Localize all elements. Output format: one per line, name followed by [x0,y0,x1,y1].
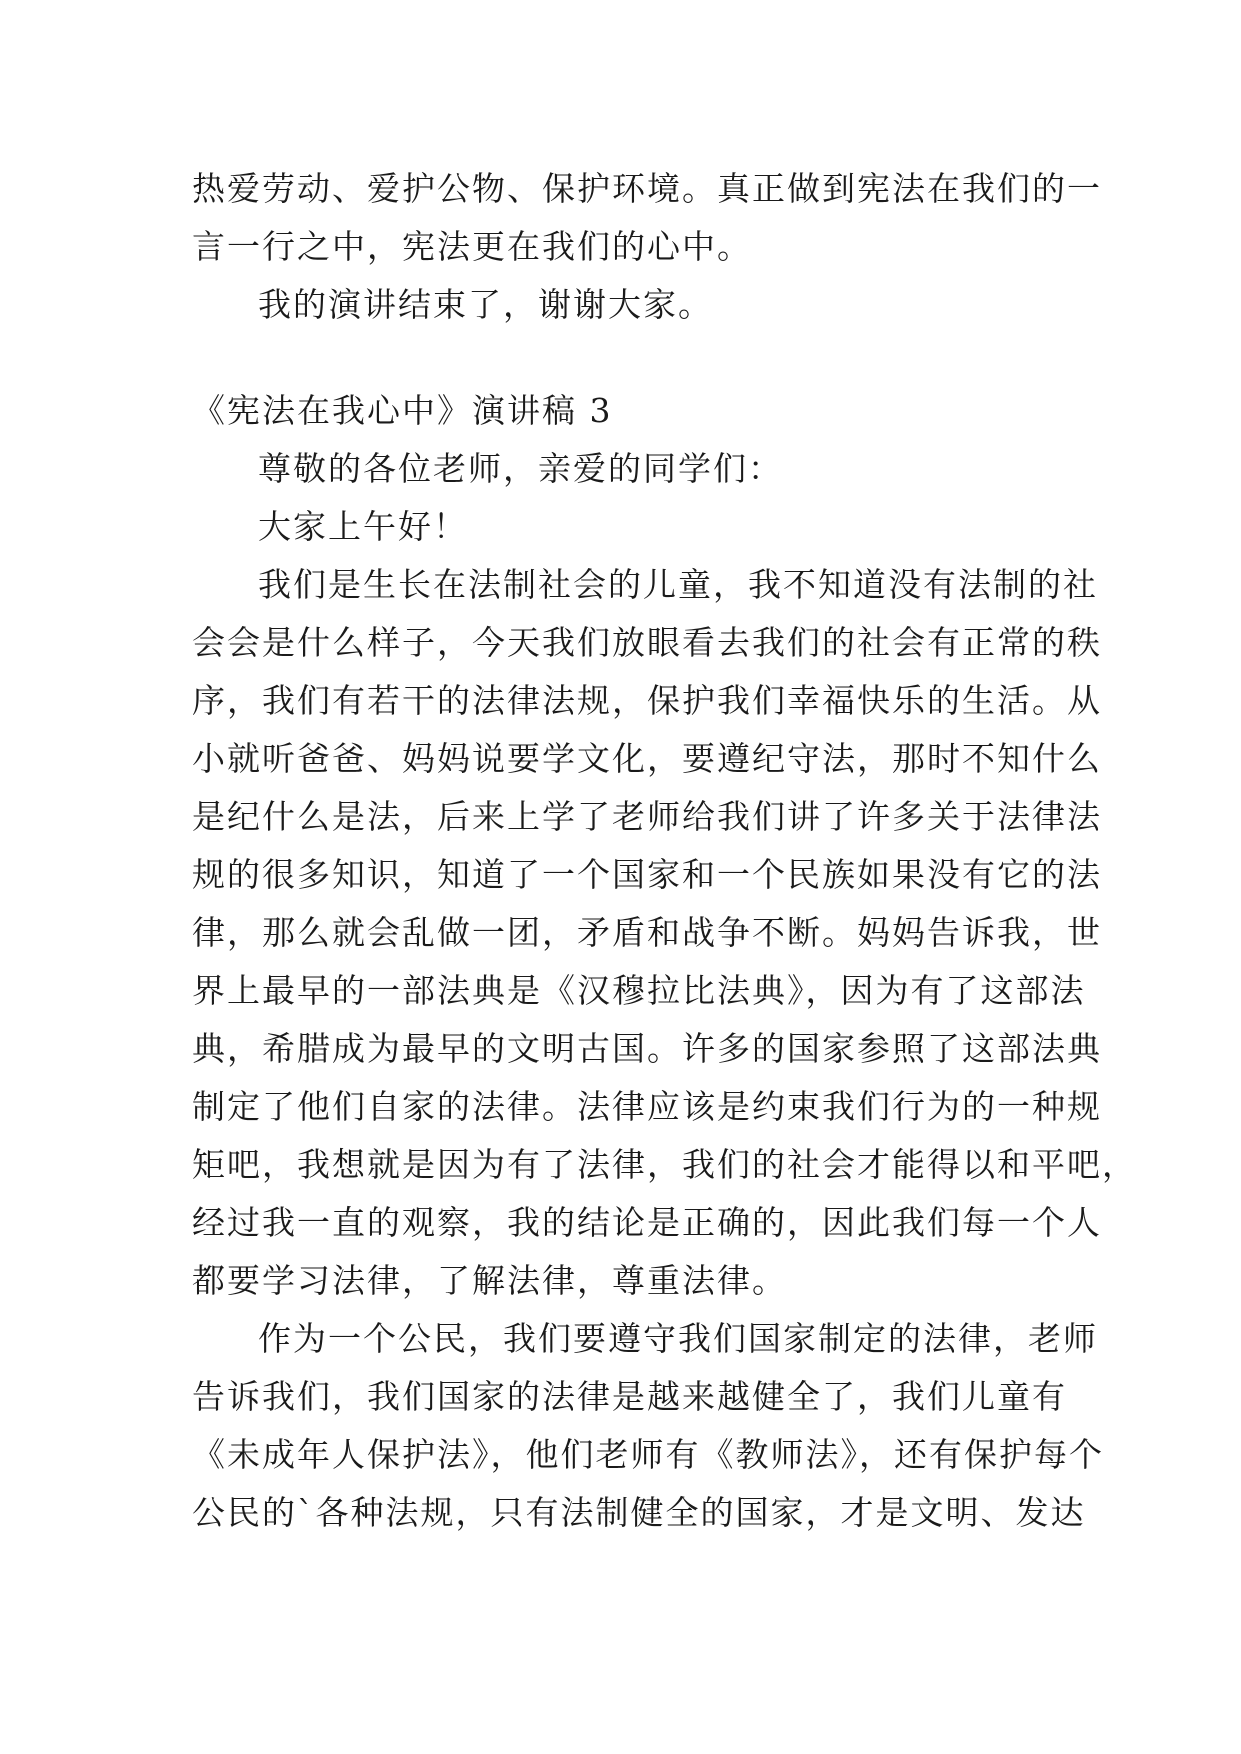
paragraph-line: 《未成年人保护法》，他们老师有《教师法》，还有保护每个 [192,1435,1104,1474]
section-title: 《宪法在我心中》演讲稿 3 [192,391,613,430]
paragraph-line: 都要学习法律，了解法律，尊重法律。 [192,1261,787,1300]
paragraph-line: 典，希腊成为最早的文明古国。许多的国家参照了这部法典 [192,1029,1102,1068]
paragraph-line: 规的很多知识，知道了一个国家和一个民族如果没有它的法 [192,855,1102,894]
paragraph-line: 是纪什么是法，后来上学了老师给我们讲了许多关于法律法 [192,797,1102,836]
paragraph-line: 小就听爸爸、妈妈说要学文化，要遵纪守法，那时不知什么 [192,739,1102,778]
document-body [192,160,1137,1542]
paragraph-line: 律，那么就会乱做一团，矛盾和战争不断。妈妈告诉我，世 [192,913,1102,952]
paragraph-line: 我们是生长在法制社会的儿童，我不知道没有法制的社 [258,565,1098,604]
paragraph-line: 矩吧，我想就是因为有了法律，我们的社会才能得以和平吧， [192,1145,1137,1184]
greeting: 大家上午好！ [258,507,468,546]
closing-line: 我的演讲结束了，谢谢大家。 [258,285,713,324]
paragraph-line: 会会是什么样子，今天我们放眼看去我们的社会有正常的秩 [192,623,1102,662]
paragraph-line: 经过我一直的观察，我的结论是正确的，因此我们每一个人 [192,1203,1102,1242]
section-gap [192,334,1052,382]
paragraph-line: 制定了他们自家的法律。法律应该是约束我们行为的一种规 [192,1087,1102,1126]
paragraph-line: 告诉我们，我们国家的法律是越来越健全了，我们儿童有 [192,1377,1067,1416]
intro-line: 热爱劳动、爱护公物、保护环境。真正做到宪法在我们的一 [192,169,1102,208]
salutation: 尊敬的各位老师，亲爱的同学们： [258,449,783,488]
intro-line: 言一行之中，宪法更在我们的心中。 [192,227,752,266]
paragraph-line: 序，我们有若干的法律法规，保护我们幸福快乐的生活。从 [192,681,1102,720]
paragraph-line: 作为一个公民，我们要遵守我们国家制定的法律，老师 [258,1319,1098,1358]
paragraph-line: 界上最早的一部法典是《汉穆拉比法典》，因为有了这部法 [192,971,1086,1010]
paragraph-line: 公民的`各种法规，只有法制健全的国家，才是文明、发达 [192,1493,1086,1532]
